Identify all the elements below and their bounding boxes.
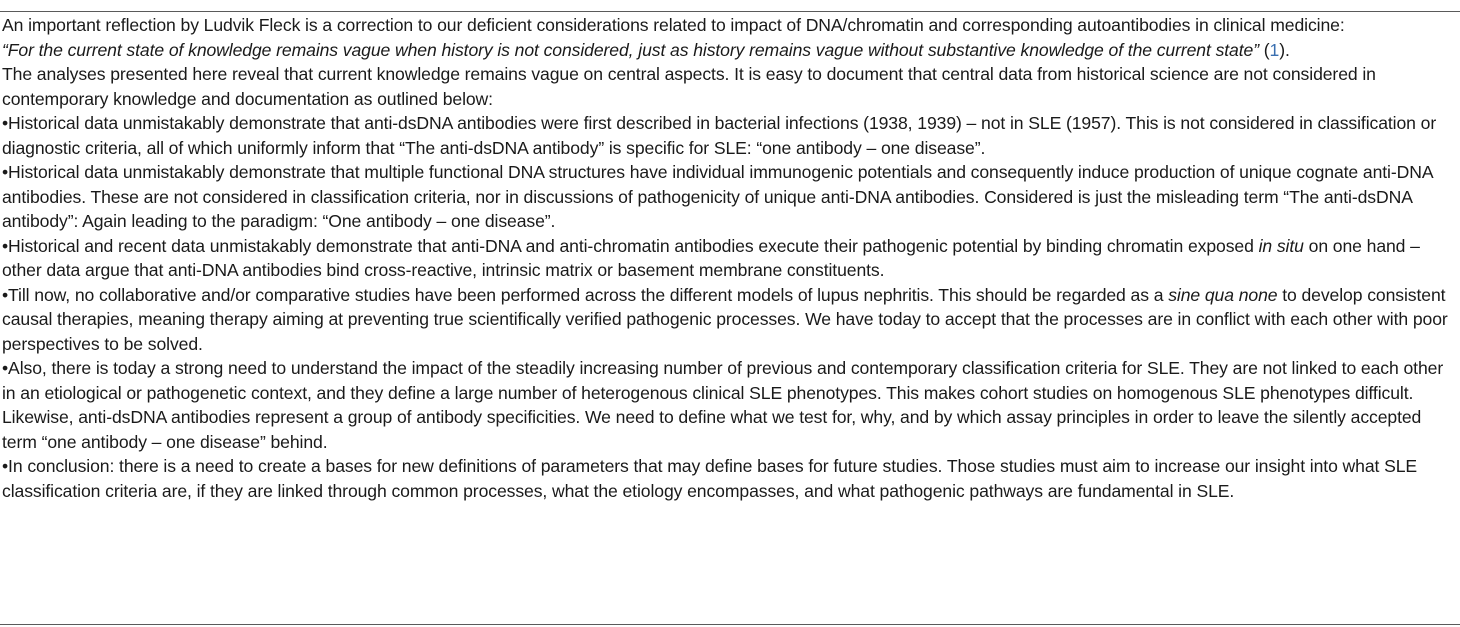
bullet-text: to develop consistent causal therapies, meaning therapy aiming at preventing true scientifically verified pathogenic processes. We have today to accept that the processes are in conflict with each other with poor perspectives to be solved. [2, 284, 1448, 354]
bullet-text: •Historical and recent data unmistakably demonstrate that anti-DNA and anti-chromatin antibodies execute their pathogenic potential by binding chromatin exposed [2, 235, 1259, 256]
top-rule [0, 11, 1460, 12]
bullet-item: •Historical data unmistakably demonstrate that anti-dsDNA antibodies were first described in bacterial infections (1938, 1939) – not in SLE (1957). This is not considered in classification or diagnostic criteria, all of which uniformly inform that “The anti-dsDNA antibody” is specific for SLE: “one antibody – one disease”. [2, 113, 1437, 158]
quote-paragraph [2, 38, 1452, 63]
bullet-italic: sine qua none [1168, 284, 1278, 305]
bullet-item: •Also, there is today a strong need to understand the impact of the steadily increasing number of previous and contemporary classification criteria for SLE. They are not linked to each other in an etiological or pathogenetic context, and they define a large number of heterogenous clinical SLE phenotypes. This makes cohort studies on homogenous SLE phenotypes difficult. Likewise, anti-dsDNA antibodies represent a group of antibody specificities. We need to define what we test for, why, and by which assay principles in order to leave the silently accepted term “one antibody – one disease” behind. [2, 358, 1444, 452]
bullet-italic: in situ [1258, 235, 1304, 256]
analysis-paragraph: The analyses presented here reveal that current knowledge remains vague on central aspects. It is easy to document that central data from historical science are not considered in contemporary knowledge and documentation as outlined below: [2, 64, 1376, 109]
fleck-quote: “For the current state of knowledge remains vague when history is not considered, just as history remains vague without substantive knowledge of the current state” [2, 39, 1259, 60]
bullet-item [2, 234, 1452, 283]
bullet-text: •Till now, no collaborative and/or comparative studies have been performed across the different models of lupus nephritis. This should be regarded as a [2, 284, 1169, 305]
ref-open: ( [1258, 39, 1270, 60]
boxed-text [2, 13, 1452, 503]
reference-link[interactable]: 1 [1269, 39, 1280, 60]
bottom-rule [0, 624, 1460, 625]
bullet-item: •Historical data unmistakably demonstrate that multiple functional DNA structures have individual immunogenic potentials and consequently induce production of unique cognate anti-DNA antibodies. These are not considered in classification criteria, nor in discussions of pathogenicity of unique anti-DNA antibodies. Considered is just the misleading term “The anti-dsDNA antibody”: Again leading to the paradigm: “One antibody – one disease”. [2, 162, 1433, 231]
bullet-text: on one hand – other data argue that anti-DNA antibodies bind cross-reactive, intrinsic matrix or basement membrane constituents. [2, 235, 1420, 280]
bullet-item: •In conclusion: there is a need to create a bases for new definitions of parameters that may define bases for future studies. Those studies must aim to increase our insight into what SLE classification criteria are, if they are linked through common processes, what the etiology encompasses, and what pathogenic pathways are fundamental in SLE. [2, 456, 1418, 501]
intro-paragraph: An important reflection by Ludvik Fleck is a correction to our deficient considerations related to impact of DNA/chromatin and corresponding autoantibodies in clinical medicine: [2, 15, 1345, 35]
ref-close: ). [1279, 39, 1290, 60]
bullet-item [2, 283, 1452, 357]
